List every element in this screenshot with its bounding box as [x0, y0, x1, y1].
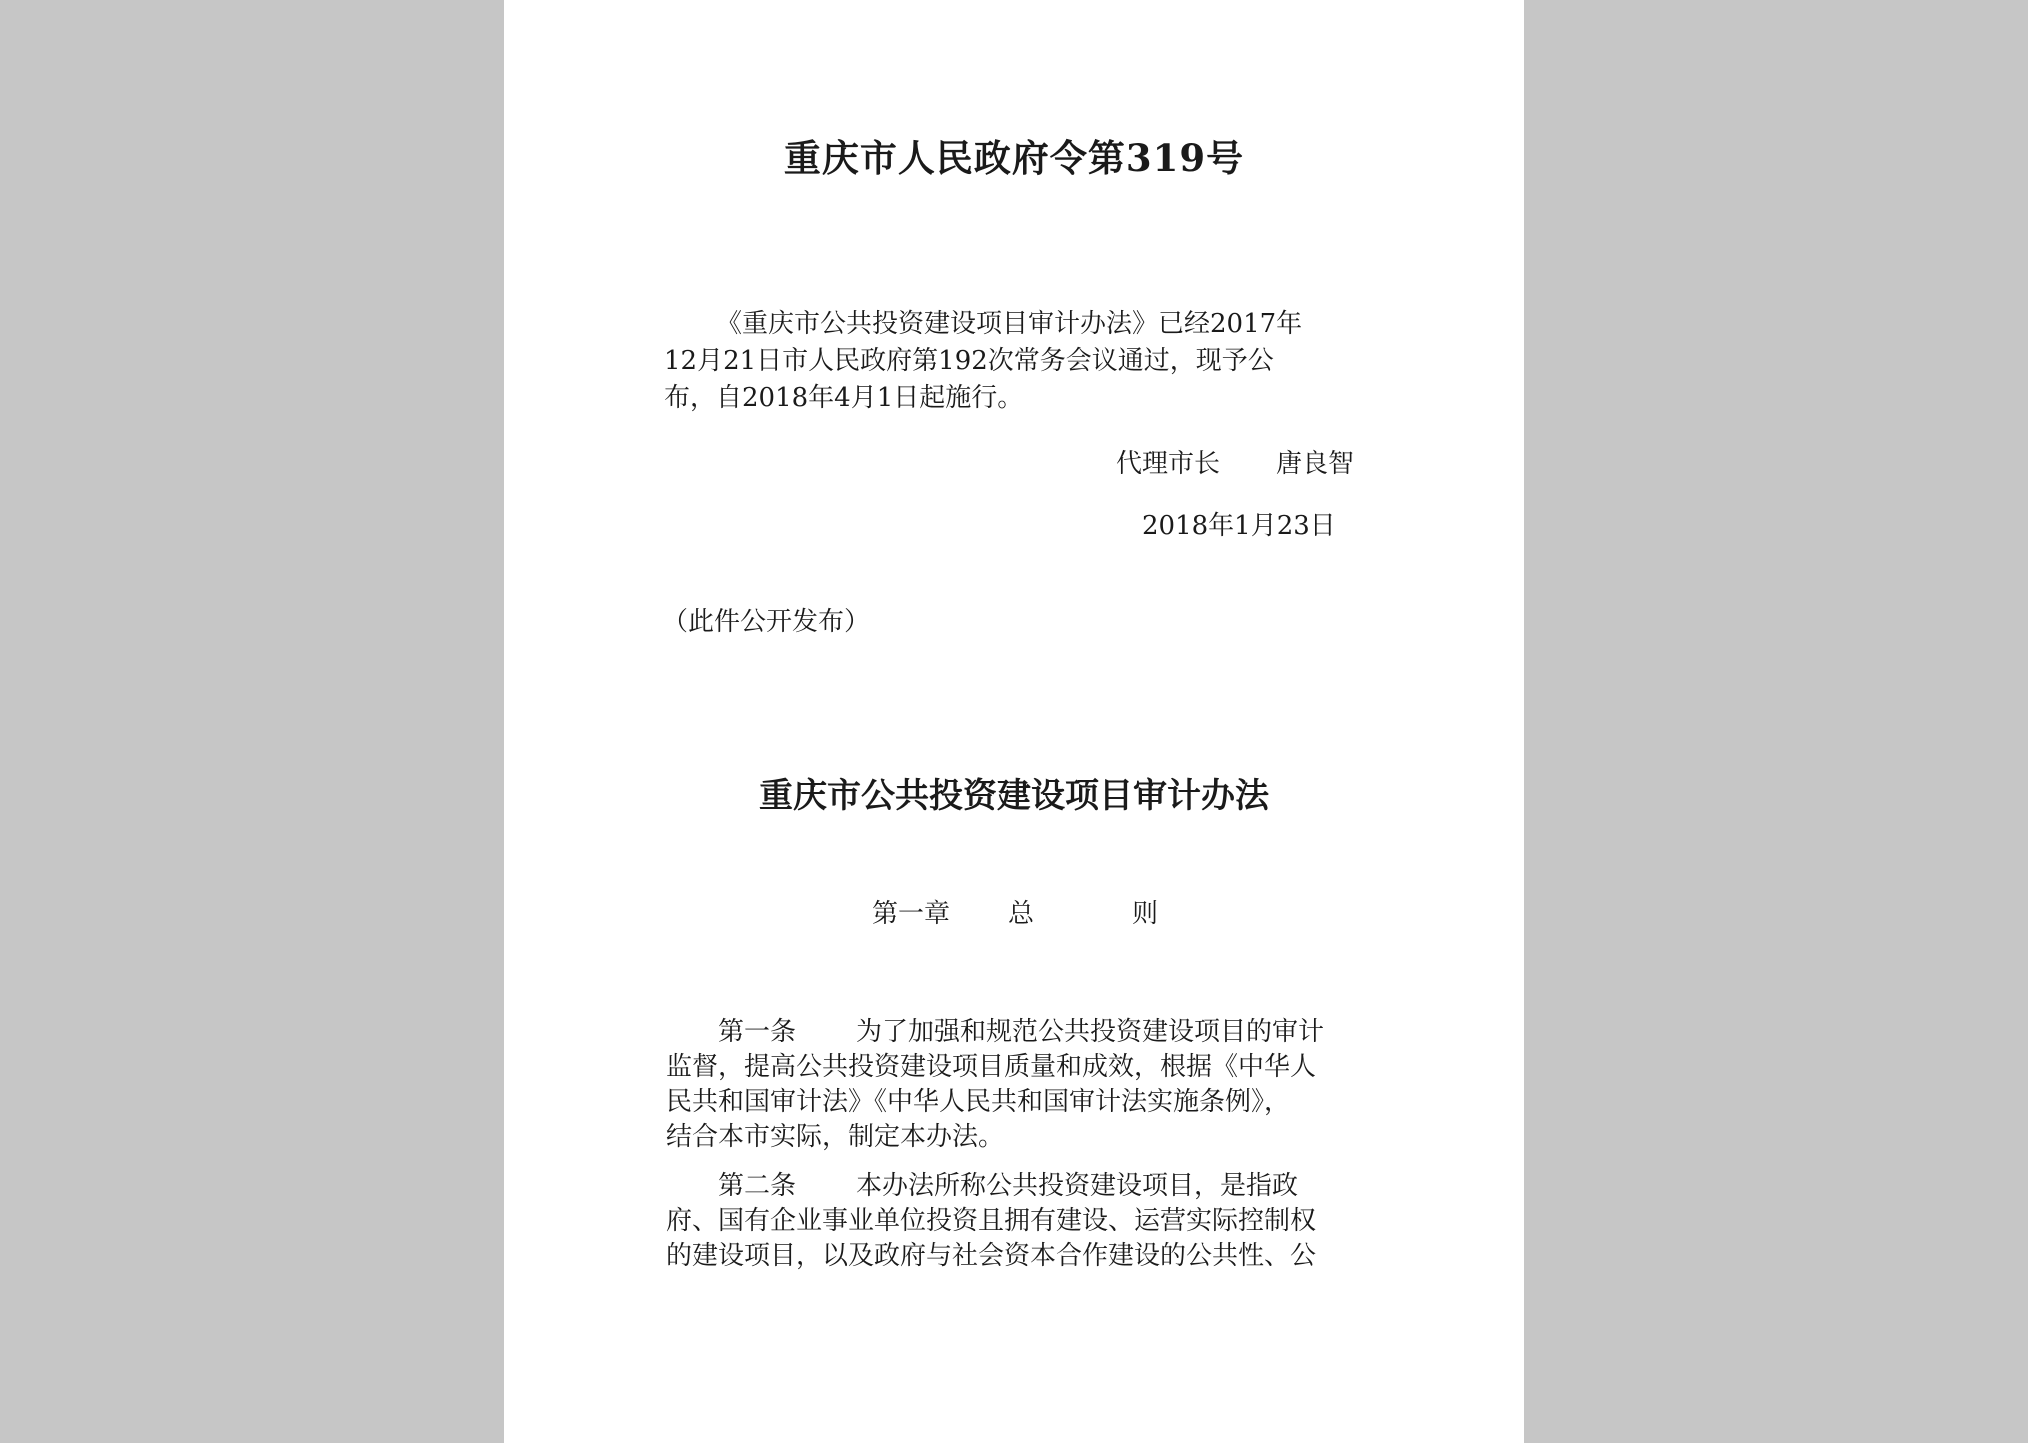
chapter-word: 则	[1132, 899, 1159, 929]
document-page	[504, 0, 1524, 1443]
article-line: 本办法所称公共投资建设项目，是指政	[856, 1171, 1299, 1201]
signature-name: 唐良智	[1276, 449, 1355, 479]
article-line: 的建设项目，以及政府与社会资本合作建设的公共性、公	[666, 1241, 1317, 1271]
chapter-number: 第一章	[872, 899, 951, 929]
promulgation-line: 《重庆市公共投资建设项目审计办法》已经2017年	[716, 309, 1303, 339]
document-title: 重庆市公共投资建设项目审计办法	[759, 776, 1269, 816]
chapter-word: 总	[1008, 899, 1035, 929]
article-line: 结合本市实际，制定本办法。	[666, 1122, 1005, 1152]
signature-title: 代理市长	[1116, 449, 1221, 479]
signature-block	[1116, 443, 1354, 480]
order-title: 重庆市人民政府令第319号	[783, 136, 1245, 180]
article-line: 府、国有企业事业单位投资且拥有建设、运营实际控制权	[666, 1206, 1317, 1236]
article-1	[666, 1015, 1366, 1155]
article-2	[666, 1169, 1366, 1274]
article-label: 第二条	[718, 1171, 797, 1201]
promulgation-paragraph	[664, 306, 1354, 417]
article-line: 监督，提高公共投资建设项目质量和成效，根据《中华人	[666, 1052, 1317, 1082]
articles-body	[666, 1015, 1366, 1288]
article-line: 为了加强和规范公共投资建设项目的审计	[856, 1017, 1325, 1047]
promulgation-line: 布，自2018年4月1日起施行。	[664, 383, 1024, 413]
article-line: 民共和国审计法》《中华人民共和国审计法实施条例》，	[666, 1087, 1291, 1117]
promulgation-line: 12月21日市人民政府第192次常务会议通过，现予公	[664, 346, 1274, 376]
publication-note: （此件公开发布）	[662, 607, 871, 637]
article-label: 第一条	[718, 1017, 797, 1047]
signature-date: 2018年1月23日	[1142, 511, 1336, 541]
